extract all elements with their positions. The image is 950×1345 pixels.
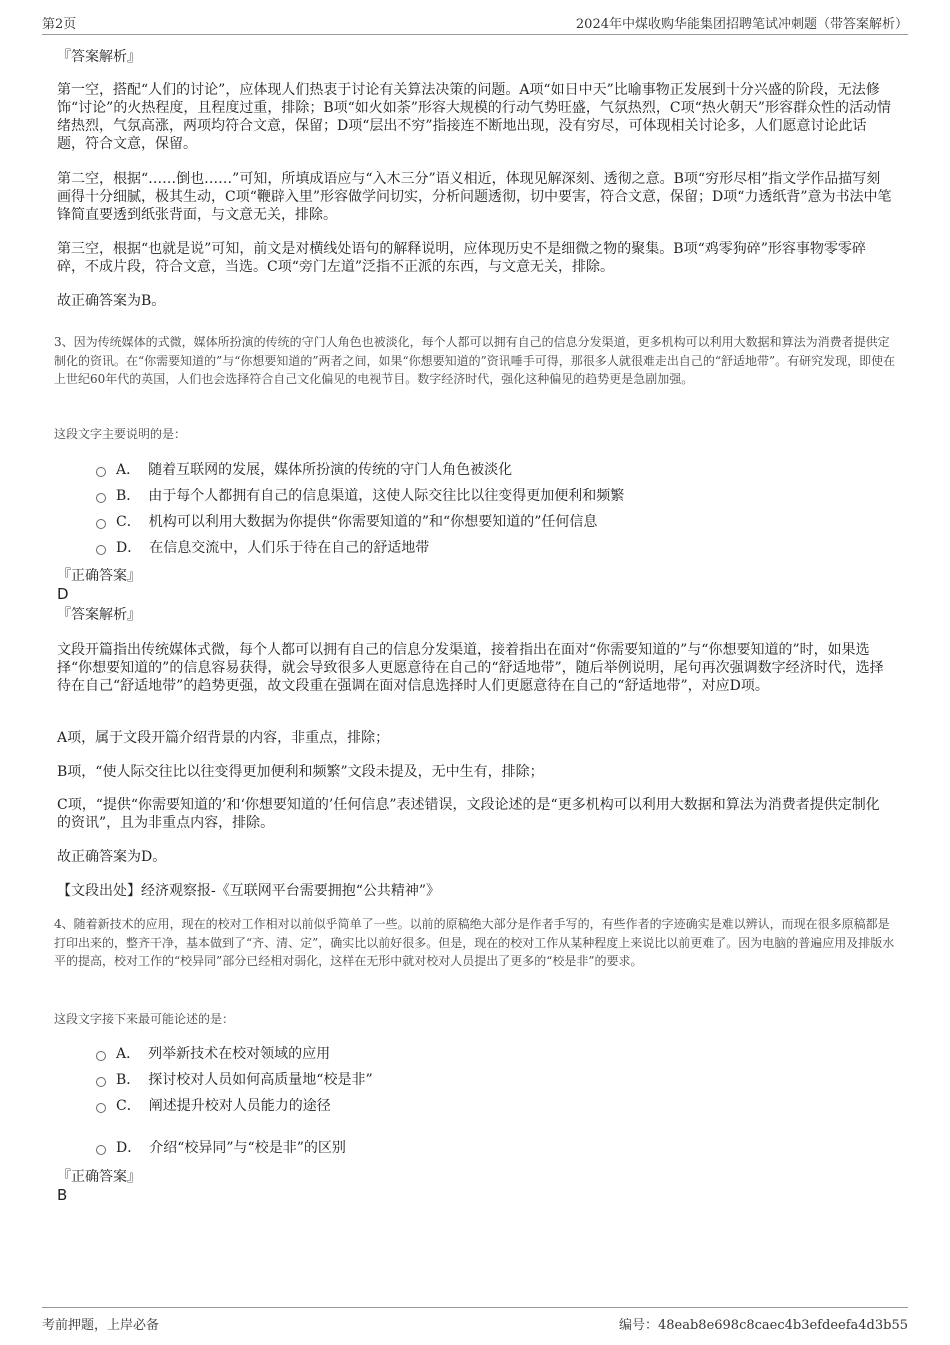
radio-icon[interactable] bbox=[96, 493, 106, 503]
q2-final-answer: 故正确答案为B。 bbox=[57, 293, 166, 309]
option-text: 机构可以利用大数据为你提供“你需要知道的”和“你想要知道的”任何信息 bbox=[148, 514, 598, 530]
document-id: 编号：48eab8e698c8caec4b3efdeefa4d3b55 bbox=[618, 1318, 908, 1333]
q3-source: 【文段出处】经济观察报-《互联网平台需要拥抱“公共精神”》 bbox=[57, 883, 441, 899]
q3-answer: D bbox=[57, 585, 69, 603]
radio-icon[interactable] bbox=[96, 1103, 106, 1113]
q3-option-a[interactable] bbox=[96, 461, 512, 479]
radio-icon[interactable] bbox=[96, 1051, 106, 1061]
q3-final-answer: 故正确答案为D。 bbox=[57, 849, 167, 865]
radio-icon[interactable] bbox=[96, 545, 106, 555]
option-text: 探讨校对人员如何高质量地“校是非” bbox=[148, 1072, 373, 1088]
page-header bbox=[42, 10, 908, 35]
q3-explanation-label: 『答案解析』 bbox=[57, 607, 141, 623]
option-key: C． bbox=[116, 514, 141, 530]
q2-explanation-para-3: 第三空，根据“也就是说”可知，前文是对横线处语句的解释说明，应体现历史不是细微之物的聚集。B项“鸡零狗碎”形容事物零零碎碎，不成片段，符合文意，当选。C项“旁门左道”泛指不正派的东西，与文意无关，排除。 bbox=[57, 241, 866, 275]
radio-icon[interactable] bbox=[96, 1145, 106, 1155]
q4-option-a[interactable] bbox=[96, 1045, 330, 1063]
q3-answer-label: 『正确答案』 bbox=[57, 568, 141, 584]
q4-answer-label: 『正确答案』 bbox=[57, 1169, 141, 1185]
page-footer bbox=[42, 1307, 908, 1334]
q3-explanation-para-2: A项，属于文段开篇介绍背景的内容，非重点，排除； bbox=[57, 730, 390, 746]
q4-option-d[interactable] bbox=[96, 1139, 346, 1157]
option-text: 在信息交流中，人们乐于待在自己的舒适地带 bbox=[149, 540, 430, 556]
option-text: 列举新技术在校对领域的应用 bbox=[148, 1046, 331, 1062]
option-text: 随着互联网的发展，媒体所扮演的传统的守门人角色被淡化 bbox=[148, 462, 513, 478]
q2-explanation-label: 『答案解析』 bbox=[57, 49, 141, 65]
option-text: 阐述提升校对人员能力的途径 bbox=[148, 1098, 331, 1114]
option-key: A． bbox=[116, 1046, 141, 1062]
option-key: D． bbox=[116, 540, 142, 556]
option-key: D． bbox=[116, 1140, 142, 1156]
q2-explanation-para-1: 第一空，搭配“人们的讨论”，应体现人们热衷于讨论有关算法决策的问题。A项“如日中天”比喻事物正发展到十分兴盛的阶段，无法修饰“讨论”的火热程度，且程度过重，排除；B项“如火如荼”形容大规模的行动气势旺盛，气氛热烈，C项“热火朝天”形容群众性的活动情绪热烈，气氛高涨，两项均符合文意，保留；D项“层出不穷”指接连不断地出现，没有穷尽，可体现相关讨论多，人们愿意讨论此话题，符合文意，保留。 bbox=[57, 82, 891, 152]
option-text: 介绍“校异同”与“校是非”的区别 bbox=[149, 1140, 346, 1156]
q3-prompt: 这段文字主要说明的是： bbox=[54, 427, 187, 441]
q4-question-text: 4、随着新技术的应用，现在的校对工作相对以前似乎简单了一些。以前的原稿绝大部分是作者手写的，有些作者的字迹确实是难以辨认，而现在很多原稿都是打印出来的，整齐干净，基本做到了“齐、清、定”，确实比以前好很多。但是，现在的校对工作从某种程度上来说比以前更难了。因为电脑的普遍应用及排版水平的提高，校对工作的“校异同”部分已经相对弱化，这样在无形中就对校对人员提出了更多的“校是非”的要求。 bbox=[54, 917, 895, 968]
q3-explanation-para-4: C项，“提供“你需要知道的’和‘你想要知道的’任何信息”表述错误，文段论述的是“更多机构可以利用大数据和算法为消费者提供定制化的资讯”，且为非重点内容，排除。 bbox=[57, 797, 880, 831]
q3-option-d[interactable] bbox=[96, 539, 429, 557]
radio-icon[interactable] bbox=[96, 467, 106, 477]
option-text: 由于每个人都拥有自己的信息渠道，这使人际交往比以往变得更加便利和频繁 bbox=[148, 488, 625, 504]
option-key: B． bbox=[116, 488, 141, 504]
q2-explanation-para-2: 第二空，根据“……倒也……”可知，所填成语应与“入木三分”语义相近，体现见解深刻、透彻之意。B项“穷形尽相”指文学作品描写刻画得十分细腻，极其生动，C项“鞭辟入里”形容做学问切实，分析问题透彻，切中要害，符合文意，保留；D项“力透纸背”意为书法中笔锋简直要透到纸张背面，与文意无关，排除。 bbox=[57, 171, 892, 223]
radio-icon[interactable] bbox=[96, 1077, 106, 1087]
option-key: A． bbox=[116, 462, 141, 478]
option-key: C． bbox=[116, 1098, 141, 1114]
q3-explanation-para-1: 文段开篇指出传统媒体式微，每个人都可以拥有自己的信息分发渠道，接着指出在面对“你需要知道的”与“你想要知道的”时，如果选择“你想要知道的”的信息容易获得，就会导致很多人更愿意待在自己的“舒适地带”，随后举例说明，尾句再次强调数字经济时代，选择待在自己“舒适地带”的趋势更强，故文段重在强调在面对信息选择时人们更愿意待在自己的“舒适地带”，对应D项。 bbox=[57, 642, 884, 694]
radio-icon[interactable] bbox=[96, 519, 106, 529]
option-key: B． bbox=[116, 1072, 141, 1088]
page-number: 第2页 bbox=[42, 17, 77, 32]
q4-option-b[interactable] bbox=[96, 1071, 373, 1089]
document-title: 2024年中煤收购华能集团招聘笔试冲刺题（带答案解析） bbox=[575, 17, 908, 32]
q3-option-c[interactable] bbox=[96, 513, 597, 531]
q3-question-text: 3、因为传统媒体的式微，媒体所扮演的传统的守门人角色也被淡化，每个人都可以拥有自己的信息分发渠道，更多机构可以利用大数据和算法为消费者提供定制化的资讯。在“你需要知道的”与“你想要知道的”两者之间，如果“你想要知道的”资讯唾手可得，那很多人就很难走出自己的“舒适地带”。有研究发现，即使在上世纪60年代的英国，人们也会选择符合自己文化偏见的电视节目。数字经济时代，强化这种偏见的趋势更是急剧加强。 bbox=[54, 335, 896, 386]
q4-option-c[interactable] bbox=[96, 1097, 331, 1115]
q3-explanation-para-3: B项，“使人际交往比以往变得更加便利和频繁”文段未提及，无中生有，排除； bbox=[57, 764, 544, 780]
footer-slogan: 考前押题，上岸必备 bbox=[42, 1318, 160, 1333]
q4-prompt: 这段文字接下来最可能论述的是： bbox=[54, 1012, 235, 1026]
q3-option-b[interactable] bbox=[96, 487, 624, 505]
q4-answer: B bbox=[57, 1186, 68, 1204]
